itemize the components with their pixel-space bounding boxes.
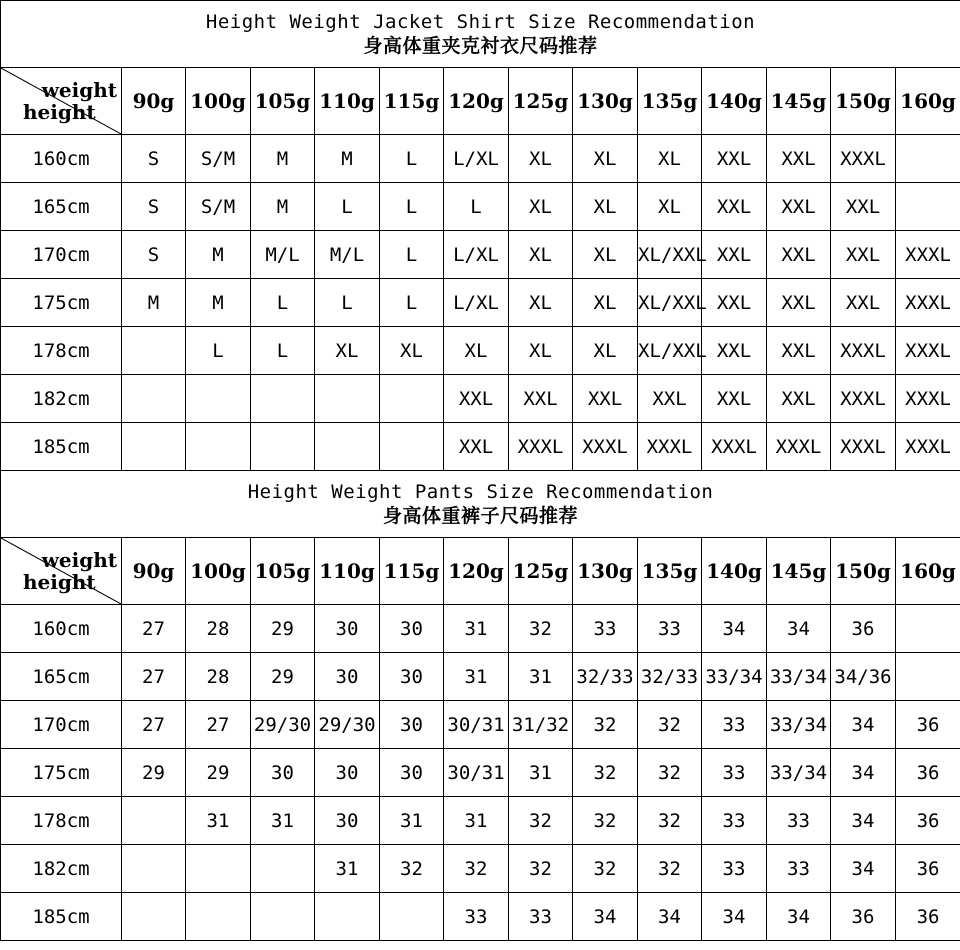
jacket-size-cell [896,183,960,231]
pants-size-cell: 29/30 [315,701,380,749]
jacket-height-label: 165cm [1,183,122,231]
jacket-size-cell: XL [573,231,638,279]
jacket-size-cell: XXXL [896,327,960,375]
jacket-size-cell: XXL [767,375,831,423]
pants-weight-header: 120g [444,538,509,605]
jacket-size-cell [251,423,315,471]
jacket-size-cell [186,423,251,471]
jacket-size-cell: XXL [831,231,896,279]
pants-size-cell: 33 [767,797,831,845]
jacket-weight-header: 125g [509,68,573,135]
jacket-size-cell [251,375,315,423]
jacket-size-cell: XXL [573,375,638,423]
jacket-size-cell: XL [638,183,702,231]
pants-size-cell: 36 [896,893,960,941]
pants-corner-height-label: height [23,570,96,594]
jacket-size-cell: XL [315,327,380,375]
pants-weight-header: 130g [573,538,638,605]
pants-weight-header: 150g [831,538,896,605]
jacket-size-cell: XXXL [573,423,638,471]
pants-size-cell: 34/36 [831,653,896,701]
jacket-size-cell: M/L [315,231,380,279]
pants-height-label: 170cm [1,701,122,749]
jacket-size-cell: L [315,279,380,327]
jacket-table-row [1,423,960,471]
jacket-weight-header: 160g [896,68,960,135]
pants-size-cell: 33 [702,749,767,797]
jacket-size-cell: XXXL [896,231,960,279]
pants-size-cell: 34 [638,893,702,941]
jacket-size-cell: XXL [702,183,767,231]
pants-size-cell: 33 [767,845,831,893]
jacket-weight-header: 150g [831,68,896,135]
jacket-size-cell: L [186,327,251,375]
pants-size-cell: 31 [251,797,315,845]
pants-title-english: Height Weight Pants Size Recommendation [247,481,714,503]
jacket-size-cell: XXXL [767,423,831,471]
jacket-height-label: 185cm [1,423,122,471]
pants-size-cell: 34 [702,605,767,653]
pants-height-label: 182cm [1,845,122,893]
jacket-weight-header: 115g [380,68,444,135]
pants-weight-header: 90g [122,538,186,605]
pants-weight-header: 115g [380,538,444,605]
jacket-size-cell: XXXL [509,423,573,471]
jacket-size-cell: XXXL [831,327,896,375]
jacket-size-cell: S/M [186,135,251,183]
jacket-weight-header: 110g [315,68,380,135]
jacket-title-english: Height Weight Jacket Shirt Size Recommendation [205,11,756,33]
pants-table-row [1,749,960,797]
jacket-weight-header: 135g [638,68,702,135]
pants-size-cell: 34 [831,845,896,893]
jacket-header-row [1,68,960,135]
jacket-size-cell: XL [444,327,509,375]
pants-table-row [1,845,960,893]
pants-weight-header: 160g [896,538,960,605]
pants-size-cell: 28 [186,653,251,701]
pants-size-cell [251,893,315,941]
pants-size-cell: 30 [315,605,380,653]
jacket-weight-header: 130g [573,68,638,135]
pants-size-cell: 27 [122,701,186,749]
jacket-height-label: 160cm [1,135,122,183]
jacket-weight-header: 120g [444,68,509,135]
pants-weight-header: 145g [767,538,831,605]
pants-table-row [1,605,960,653]
pants-table-row [1,893,960,941]
pants-corner-cell [1,538,122,605]
jacket-size-cell: XL [509,279,573,327]
jacket-table-row [1,375,960,423]
jacket-size-cell: XXXL [896,279,960,327]
jacket-size-cell [122,375,186,423]
pants-size-cell: 36 [831,893,896,941]
pants-size-cell: 32 [638,749,702,797]
pants-title-row [1,471,960,538]
jacket-size-cell: XL [573,279,638,327]
jacket-size-cell: S [122,183,186,231]
jacket-height-label: 175cm [1,279,122,327]
jacket-size-cell: XL [573,135,638,183]
pants-height-label: 175cm [1,749,122,797]
jacket-corner-height-label: height [23,100,96,124]
jacket-size-cell: XL/XXL [638,231,702,279]
jacket-size-cell [380,375,444,423]
jacket-size-cell: XXL [638,375,702,423]
jacket-size-cell: XL/XXL [638,279,702,327]
jacket-size-cell: XXL [767,327,831,375]
jacket-weight-header: 100g [186,68,251,135]
jacket-size-cell: M [186,231,251,279]
pants-size-cell: 32 [444,845,509,893]
pants-size-cell [251,845,315,893]
pants-height-label: 178cm [1,797,122,845]
jacket-size-cell: XXL [767,231,831,279]
jacket-size-cell: S [122,231,186,279]
pants-weight-header: 110g [315,538,380,605]
pants-size-cell: 31 [509,749,573,797]
pants-size-cell: 33 [444,893,509,941]
pants-size-cell [186,845,251,893]
pants-size-cell: 32 [509,605,573,653]
jacket-size-cell: L [444,183,509,231]
pants-size-cell: 36 [896,749,960,797]
pants-size-cell [315,893,380,941]
jacket-size-cell: XXL [702,375,767,423]
pants-size-cell: 32 [573,701,638,749]
pants-size-cell: 33 [702,797,767,845]
pants-table-row [1,701,960,749]
pants-size-cell: 32/33 [573,653,638,701]
jacket-size-cell: XXXL [896,423,960,471]
jacket-size-cell: XXL [702,279,767,327]
pants-table-row [1,797,960,845]
pants-weight-header: 125g [509,538,573,605]
pants-size-cell: 33 [573,605,638,653]
pants-weight-header: 140g [702,538,767,605]
jacket-size-cell: XXL [767,135,831,183]
jacket-size-cell: XXXL [831,423,896,471]
pants-size-cell: 30/31 [444,701,509,749]
jacket-size-cell: XXXL [702,423,767,471]
jacket-size-cell: L [380,231,444,279]
pants-weight-header: 100g [186,538,251,605]
jacket-size-cell: L/XL [444,231,509,279]
pants-size-cell: 31/32 [509,701,573,749]
pants-title-chinese: 身高体重裤子尺码推荐 [383,505,579,527]
jacket-table-row [1,279,960,327]
pants-size-cell: 34 [767,605,831,653]
jacket-size-cell: XXXL [831,135,896,183]
jacket-size-cell: XL [509,231,573,279]
jacket-size-cell [122,327,186,375]
pants-size-cell: 30 [315,797,380,845]
pants-size-cell: 30 [380,653,444,701]
pants-size-cell: 32 [573,845,638,893]
pants-size-cell: 32 [573,797,638,845]
jacket-size-cell: M/L [251,231,315,279]
jacket-size-cell: M [122,279,186,327]
jacket-size-cell: L/XL [444,135,509,183]
pants-size-cell: 33/34 [767,749,831,797]
jacket-title-row [1,1,960,68]
pants-size-cell: 31 [380,797,444,845]
pants-size-cell: 32/33 [638,653,702,701]
pants-size-cell: 27 [186,701,251,749]
pants-size-cell: 27 [122,653,186,701]
pants-size-cell: 30 [315,653,380,701]
jacket-size-cell: XL [573,183,638,231]
pants-size-cell: 36 [896,845,960,893]
pants-size-cell: 36 [896,797,960,845]
pants-size-cell: 29 [186,749,251,797]
jacket-table-row [1,183,960,231]
jacket-size-cell: XXL [831,183,896,231]
jacket-size-cell: XXL [702,135,767,183]
jacket-size-cell: S/M [186,183,251,231]
pants-size-cell: 32 [573,749,638,797]
pants-size-cell [122,797,186,845]
jacket-table-row [1,327,960,375]
jacket-size-cell: M [251,183,315,231]
pants-size-cell: 33 [638,605,702,653]
jacket-size-cell [896,135,960,183]
jacket-size-cell: L [315,183,380,231]
jacket-size-cell: M [251,135,315,183]
pants-size-cell: 29 [251,605,315,653]
jacket-size-cell: XXL [444,375,509,423]
jacket-corner-cell [1,68,122,135]
jacket-table-row [1,231,960,279]
pants-size-cell [380,893,444,941]
jacket-size-cell: XL [509,183,573,231]
pants-size-cell [896,653,960,701]
pants-size-cell: 34 [702,893,767,941]
jacket-size-cell: XL [509,135,573,183]
jacket-size-cell: M [186,279,251,327]
pants-size-cell [122,893,186,941]
pants-size-cell: 28 [186,605,251,653]
jacket-table-row [1,135,960,183]
pants-size-cell: 30 [251,749,315,797]
jacket-size-cell [315,375,380,423]
pants-size-cell: 33 [702,701,767,749]
pants-size-cell: 31 [315,845,380,893]
pants-size-cell: 31 [509,653,573,701]
jacket-size-cell: XXXL [831,375,896,423]
pants-title [1,471,960,538]
jacket-size-cell: L [251,327,315,375]
pants-height-label: 165cm [1,653,122,701]
jacket-size-cell [315,423,380,471]
pants-size-cell: 31 [186,797,251,845]
jacket-size-cell: XXL [767,279,831,327]
jacket-size-cell: XXXL [638,423,702,471]
pants-size-cell: 32 [638,701,702,749]
pants-size-cell [122,845,186,893]
pants-size-cell: 34 [767,893,831,941]
pants-size-cell: 34 [831,701,896,749]
pants-weight-header: 135g [638,538,702,605]
pants-size-cell: 36 [831,605,896,653]
pants-size-cell: 32 [509,797,573,845]
pants-size-cell: 30/31 [444,749,509,797]
jacket-size-cell: XXL [702,327,767,375]
pants-header-row [1,538,960,605]
jacket-size-cell: XL [573,327,638,375]
jacket-size-cell: L [251,279,315,327]
jacket-size-cell: XXL [767,183,831,231]
jacket-size-cell: M [315,135,380,183]
pants-size-cell: 27 [122,605,186,653]
jacket-height-label: 178cm [1,327,122,375]
pants-size-cell: 33/34 [767,701,831,749]
jacket-size-cell: XXL [831,279,896,327]
jacket-size-cell: L [380,279,444,327]
pants-size-cell: 29 [122,749,186,797]
jacket-height-label: 182cm [1,375,122,423]
pants-weight-header: 105g [251,538,315,605]
pants-size-cell: 30 [380,605,444,653]
jacket-size-cell: XL [638,135,702,183]
pants-size-cell: 29 [251,653,315,701]
jacket-weight-header: 140g [702,68,767,135]
jacket-size-cell [380,423,444,471]
pants-size-cell: 36 [896,701,960,749]
pants-size-cell: 30 [380,701,444,749]
pants-size-cell: 30 [380,749,444,797]
jacket-size-cell: L/XL [444,279,509,327]
pants-size-cell [186,893,251,941]
jacket-size-cell: XL/XXL [638,327,702,375]
pants-size-cell: 33/34 [702,653,767,701]
pants-size-cell: 29/30 [251,701,315,749]
pants-size-cell [896,605,960,653]
pants-size-cell: 34 [573,893,638,941]
pants-size-cell: 30 [315,749,380,797]
jacket-size-cell [122,423,186,471]
pants-size-cell: 32 [638,797,702,845]
jacket-corner-weight-label: weight [41,78,117,102]
jacket-size-cell: L [380,135,444,183]
pants-size-cell: 32 [509,845,573,893]
pants-size-cell: 33 [509,893,573,941]
pants-size-cell: 32 [638,845,702,893]
jacket-size-cell: XXL [444,423,509,471]
jacket-weight-header: 145g [767,68,831,135]
pants-size-cell: 33 [702,845,767,893]
jacket-size-cell: S [122,135,186,183]
jacket-height-label: 170cm [1,231,122,279]
jacket-size-cell: XL [380,327,444,375]
pants-table-row [1,653,960,701]
pants-size-cell: 34 [831,749,896,797]
jacket-weight-header: 90g [122,68,186,135]
pants-size-cell: 32 [380,845,444,893]
pants-height-label: 160cm [1,605,122,653]
pants-size-cell: 33/34 [767,653,831,701]
pants-size-cell: 31 [444,653,509,701]
jacket-size-cell [186,375,251,423]
jacket-title-chinese: 身高体重夹克衬衣尺码推荐 [363,35,598,57]
jacket-size-cell: XXL [702,231,767,279]
jacket-size-cell: XL [509,327,573,375]
jacket-title [1,1,960,68]
jacket-size-cell: XXXL [896,375,960,423]
pants-height-label: 185cm [1,893,122,941]
pants-size-cell: 34 [831,797,896,845]
pants-size-cell: 31 [444,797,509,845]
jacket-size-cell: XXL [509,375,573,423]
jacket-weight-header: 105g [251,68,315,135]
pants-size-cell: 31 [444,605,509,653]
pants-corner-weight-label: weight [41,548,117,572]
jacket-size-cell: L [380,183,444,231]
